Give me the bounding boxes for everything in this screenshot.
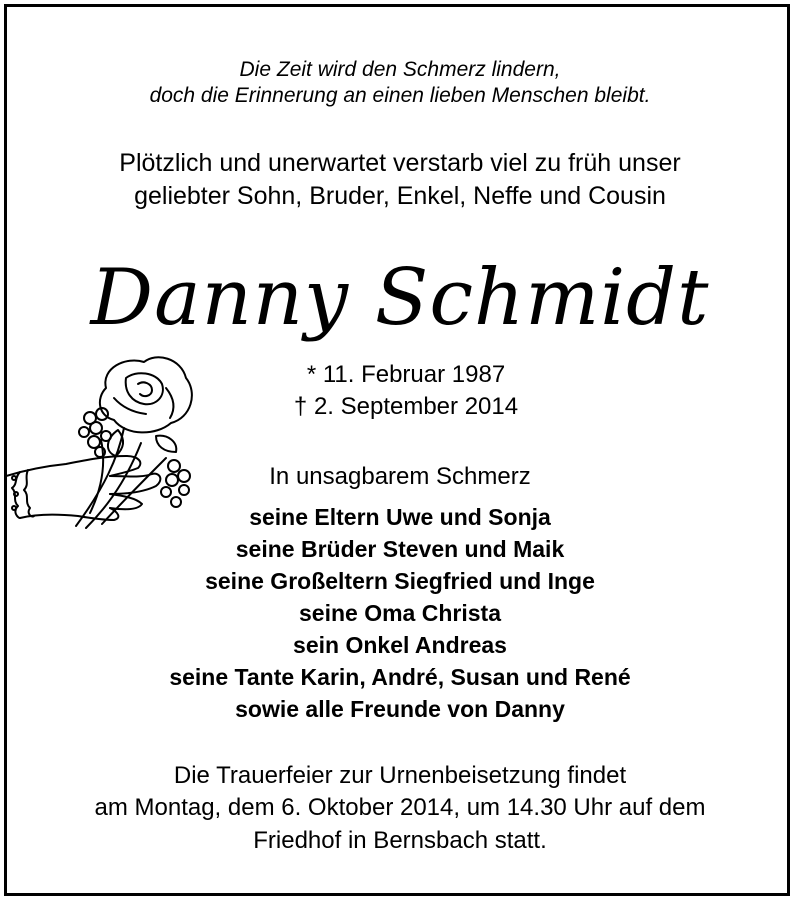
mourning-intro: In unsagbarem Schmerz bbox=[269, 463, 531, 490]
mourner-line: seine Tante Karin, André, Susan und René bbox=[169, 664, 631, 690]
intro-line-2: geliebter Sohn, Bruder, Enkel, Neffe und Cousin bbox=[134, 182, 666, 210]
motto-line-1: Die Zeit wird den Schmerz lindern, bbox=[239, 58, 561, 81]
service-line-1: Die Trauerfeier zur Urnenbeisetzung findet bbox=[173, 762, 627, 789]
mourner-line: sein Onkel Andreas bbox=[293, 632, 507, 658]
mourner-line: seine Oma Christa bbox=[299, 600, 501, 626]
service-line-3: Friedhof in Bernsbach statt. bbox=[253, 827, 547, 854]
mourner-line: seine Brüder Steven und Maik bbox=[235, 536, 565, 562]
mourner-line: seine Großeltern Siegfried und Inge bbox=[205, 568, 595, 594]
motto-line-2: doch die Erinnerung an einen lieben Menschen bleibt. bbox=[149, 84, 651, 107]
service-line-2: am Montag, dem 6. Oktober 2014, um 14.30 Uhr auf dem bbox=[94, 794, 706, 821]
mourner-line: sowie alle Freunde von Danny bbox=[235, 696, 565, 722]
birth-date: * 11. Februar 1987 bbox=[306, 361, 506, 388]
intro-line-1: Plötzlich und unerwartet verstarb viel zu früh unser bbox=[119, 149, 681, 177]
mourner-line: seine Eltern Uwe und Sonja bbox=[249, 504, 551, 530]
deceased-name: Danny Schmidt bbox=[90, 253, 710, 343]
death-date: † 2. September 2014 bbox=[293, 393, 519, 420]
